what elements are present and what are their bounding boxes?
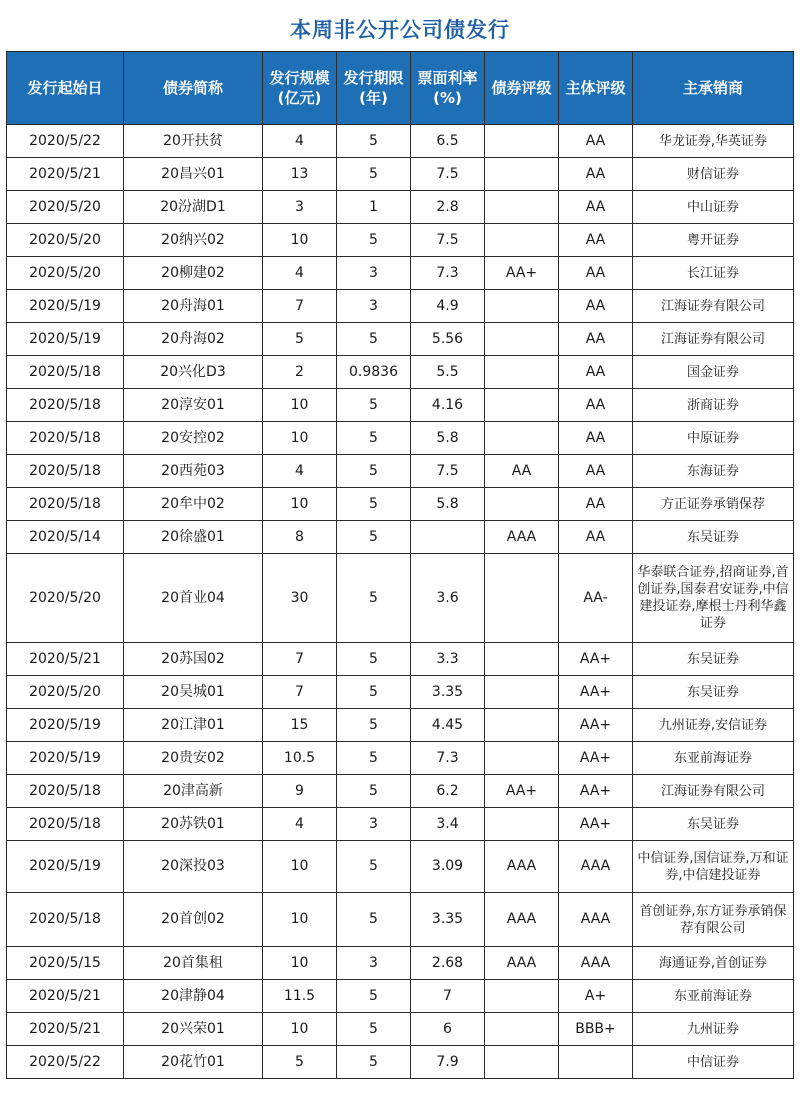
date-cell: 2020/5/22 bbox=[7, 1046, 124, 1079]
rate-cell bbox=[411, 521, 485, 554]
underwriter-cell: 江海证券有限公司 bbox=[633, 290, 794, 323]
column-header-rate: 票面利率(%) bbox=[411, 52, 485, 125]
name-cell: 20津高新 bbox=[124, 775, 263, 808]
table-row bbox=[7, 356, 794, 389]
term-cell: 3 bbox=[337, 808, 411, 841]
name-cell: 20柳建02 bbox=[124, 257, 263, 290]
table-row bbox=[7, 158, 794, 191]
term-cell: 5 bbox=[337, 676, 411, 709]
rate-cell: 6.2 bbox=[411, 775, 485, 808]
issuer-rating-cell: AA bbox=[559, 323, 633, 356]
column-header-underwriter: 主承销商 bbox=[633, 52, 794, 125]
size-cell: 5 bbox=[263, 1046, 337, 1079]
bond-rating-cell bbox=[485, 808, 559, 841]
rate-cell: 7.5 bbox=[411, 224, 485, 257]
issuer-rating-cell: AAA bbox=[559, 947, 633, 980]
rate-cell: 3.4 bbox=[411, 808, 485, 841]
table-row bbox=[7, 389, 794, 422]
name-cell: 20安控02 bbox=[124, 422, 263, 455]
term-cell: 3 bbox=[337, 257, 411, 290]
rate-cell: 7.5 bbox=[411, 158, 485, 191]
size-cell: 10 bbox=[263, 488, 337, 521]
bond-rating-cell: AAA bbox=[485, 947, 559, 980]
bond-rating-cell bbox=[485, 709, 559, 742]
date-cell: 2020/5/19 bbox=[7, 290, 124, 323]
name-cell: 20兴荣01 bbox=[124, 1013, 263, 1046]
date-cell: 2020/5/20 bbox=[7, 676, 124, 709]
name-cell: 20纳兴02 bbox=[124, 224, 263, 257]
issuer-rating-cell: A+ bbox=[559, 980, 633, 1013]
date-cell: 2020/5/21 bbox=[7, 158, 124, 191]
underwriter-cell: 财信证券 bbox=[633, 158, 794, 191]
column-header-name: 债券简称 bbox=[124, 52, 263, 125]
column-header-size: 发行规模(亿元) bbox=[263, 52, 337, 125]
underwriter-cell: 长江证券 bbox=[633, 257, 794, 290]
rate-cell: 7.3 bbox=[411, 257, 485, 290]
issuer-rating-cell: AAA bbox=[559, 893, 633, 947]
rate-cell: 6 bbox=[411, 1013, 485, 1046]
name-cell: 20兴化D3 bbox=[124, 356, 263, 389]
rate-cell: 7.9 bbox=[411, 1046, 485, 1079]
issuer-rating-cell: AAA bbox=[559, 841, 633, 893]
bond-rating-cell bbox=[485, 676, 559, 709]
bond-rating-cell bbox=[485, 323, 559, 356]
issuer-rating-cell: BBB+ bbox=[559, 1013, 633, 1046]
bond-rating-cell bbox=[485, 554, 559, 643]
term-cell: 5 bbox=[337, 224, 411, 257]
date-cell: 2020/5/14 bbox=[7, 521, 124, 554]
name-cell: 20吴城01 bbox=[124, 676, 263, 709]
bond-rating-cell bbox=[485, 191, 559, 224]
bond-rating-cell bbox=[485, 1046, 559, 1079]
issuer-rating-cell: AA bbox=[559, 389, 633, 422]
table-row bbox=[7, 808, 794, 841]
issuer-rating-cell: AA+ bbox=[559, 742, 633, 775]
issuer-rating-cell bbox=[559, 1046, 633, 1079]
issuer-rating-cell: AA+ bbox=[559, 709, 633, 742]
table-row bbox=[7, 1046, 794, 1079]
bond-rating-cell: AAA bbox=[485, 893, 559, 947]
underwriter-cell: 海通证券,首创证券 bbox=[633, 947, 794, 980]
term-cell: 5 bbox=[337, 742, 411, 775]
date-cell: 2020/5/19 bbox=[7, 709, 124, 742]
issuer-rating-cell: AA bbox=[559, 257, 633, 290]
column-header-term: 发行期限(年) bbox=[337, 52, 411, 125]
table-row bbox=[7, 1013, 794, 1046]
table-row bbox=[7, 257, 794, 290]
term-cell: 5 bbox=[337, 455, 411, 488]
name-cell: 20贵安02 bbox=[124, 742, 263, 775]
underwriter-cell: 九州证券,安信证券 bbox=[633, 709, 794, 742]
table-row bbox=[7, 709, 794, 742]
date-cell: 2020/5/21 bbox=[7, 1013, 124, 1046]
size-cell: 10 bbox=[263, 893, 337, 947]
name-cell: 20徐盛01 bbox=[124, 521, 263, 554]
size-cell: 9 bbox=[263, 775, 337, 808]
rate-cell: 5.56 bbox=[411, 323, 485, 356]
term-cell: 5 bbox=[337, 1046, 411, 1079]
name-cell: 20淳安01 bbox=[124, 389, 263, 422]
size-cell: 7 bbox=[263, 643, 337, 676]
issuer-rating-cell: AA bbox=[559, 158, 633, 191]
bond-rating-cell bbox=[485, 1013, 559, 1046]
size-cell: 10.5 bbox=[263, 742, 337, 775]
term-cell: 1 bbox=[337, 191, 411, 224]
name-cell: 20津静04 bbox=[124, 980, 263, 1013]
name-cell: 20首集租 bbox=[124, 947, 263, 980]
term-cell: 5 bbox=[337, 422, 411, 455]
date-cell: 2020/5/18 bbox=[7, 488, 124, 521]
bond-rating-cell: AAA bbox=[485, 521, 559, 554]
underwriter-cell: 东吴证券 bbox=[633, 808, 794, 841]
underwriter-cell: 东亚前海证券 bbox=[633, 980, 794, 1013]
rate-cell: 5.5 bbox=[411, 356, 485, 389]
date-cell: 2020/5/19 bbox=[7, 841, 124, 893]
bond-rating-cell bbox=[485, 125, 559, 158]
underwriter-cell: 中山证券 bbox=[633, 191, 794, 224]
underwriter-cell: 东吴证券 bbox=[633, 676, 794, 709]
table-row bbox=[7, 521, 794, 554]
date-cell: 2020/5/18 bbox=[7, 389, 124, 422]
term-cell: 5 bbox=[337, 554, 411, 643]
bond-rating-cell bbox=[485, 356, 559, 389]
bond-rating-cell bbox=[485, 980, 559, 1013]
term-cell: 5 bbox=[337, 980, 411, 1013]
issuer-rating-cell: AA bbox=[559, 488, 633, 521]
page-title: 本周非公开公司债发行 bbox=[290, 18, 510, 42]
size-cell: 2 bbox=[263, 356, 337, 389]
underwriter-cell: 中信证券 bbox=[633, 1046, 794, 1079]
rate-cell: 4.9 bbox=[411, 290, 485, 323]
size-cell: 10 bbox=[263, 1013, 337, 1046]
table-body bbox=[7, 125, 794, 1079]
size-cell: 5 bbox=[263, 323, 337, 356]
name-cell: 20苏国02 bbox=[124, 643, 263, 676]
size-cell: 4 bbox=[263, 125, 337, 158]
column-header-issuer-rating: 主体评级 bbox=[559, 52, 633, 125]
size-cell: 4 bbox=[263, 257, 337, 290]
underwriter-cell: 华泰联合证券,招商证券,首创证券,国泰君安证券,中信建投证券,摩根士丹利华鑫证券 bbox=[633, 554, 794, 643]
table-row bbox=[7, 125, 794, 158]
bond-rating-cell bbox=[485, 158, 559, 191]
bond-issuance-table bbox=[6, 51, 794, 1079]
date-cell: 2020/5/18 bbox=[7, 356, 124, 389]
underwriter-cell: 华龙证券,华英证券 bbox=[633, 125, 794, 158]
bond-rating-cell: AA+ bbox=[485, 775, 559, 808]
issuer-rating-cell: AA bbox=[559, 422, 633, 455]
rate-cell: 5.8 bbox=[411, 422, 485, 455]
rate-cell: 3.09 bbox=[411, 841, 485, 893]
bond-rating-cell bbox=[485, 290, 559, 323]
table-row bbox=[7, 488, 794, 521]
rate-cell: 2.68 bbox=[411, 947, 485, 980]
underwriter-cell: 中原证券 bbox=[633, 422, 794, 455]
table-row bbox=[7, 191, 794, 224]
name-cell: 20汾湖D1 bbox=[124, 191, 263, 224]
size-cell: 30 bbox=[263, 554, 337, 643]
date-cell: 2020/5/18 bbox=[7, 455, 124, 488]
underwriter-cell: 粤开证券 bbox=[633, 224, 794, 257]
size-cell: 11.5 bbox=[263, 980, 337, 1013]
rate-cell: 7.3 bbox=[411, 742, 485, 775]
term-cell: 5 bbox=[337, 389, 411, 422]
term-cell: 5 bbox=[337, 893, 411, 947]
bond-rating-cell bbox=[485, 422, 559, 455]
name-cell: 20江津01 bbox=[124, 709, 263, 742]
size-cell: 7 bbox=[263, 290, 337, 323]
date-cell: 2020/5/15 bbox=[7, 947, 124, 980]
name-cell: 20苏铁01 bbox=[124, 808, 263, 841]
table-row bbox=[7, 323, 794, 356]
rate-cell: 2.8 bbox=[411, 191, 485, 224]
size-cell: 15 bbox=[263, 709, 337, 742]
rate-cell: 7 bbox=[411, 980, 485, 1013]
issuer-rating-cell: AA bbox=[559, 125, 633, 158]
name-cell: 20昌兴01 bbox=[124, 158, 263, 191]
column-header-date: 发行起始日 bbox=[7, 52, 124, 125]
bond-rating-cell bbox=[485, 742, 559, 775]
underwriter-cell: 首创证券,东方证券承销保荐有限公司 bbox=[633, 893, 794, 947]
date-cell: 2020/5/18 bbox=[7, 808, 124, 841]
term-cell: 5 bbox=[337, 709, 411, 742]
date-cell: 2020/5/20 bbox=[7, 191, 124, 224]
size-cell: 10 bbox=[263, 224, 337, 257]
table-row bbox=[7, 643, 794, 676]
date-cell: 2020/5/20 bbox=[7, 554, 124, 643]
date-cell: 2020/5/19 bbox=[7, 742, 124, 775]
term-cell: 5 bbox=[337, 841, 411, 893]
rate-cell: 3.35 bbox=[411, 893, 485, 947]
column-header-bond-rating: 债券评级 bbox=[485, 52, 559, 125]
size-cell: 8 bbox=[263, 521, 337, 554]
table-row bbox=[7, 742, 794, 775]
table-row bbox=[7, 455, 794, 488]
name-cell: 20舟海01 bbox=[124, 290, 263, 323]
table-row bbox=[7, 775, 794, 808]
table-row bbox=[7, 841, 794, 893]
bond-rating-cell bbox=[485, 643, 559, 676]
size-cell: 10 bbox=[263, 841, 337, 893]
issuer-rating-cell: AA+ bbox=[559, 808, 633, 841]
name-cell: 20舟海02 bbox=[124, 323, 263, 356]
size-cell: 10 bbox=[263, 389, 337, 422]
rate-cell: 7.5 bbox=[411, 455, 485, 488]
rate-cell: 5.8 bbox=[411, 488, 485, 521]
issuer-rating-cell: AA bbox=[559, 356, 633, 389]
underwriter-cell: 中信证券,国信证券,万和证券,中信建投证券 bbox=[633, 841, 794, 893]
issuer-rating-cell: AA bbox=[559, 290, 633, 323]
name-cell: 20深投03 bbox=[124, 841, 263, 893]
term-cell: 5 bbox=[337, 158, 411, 191]
issuer-rating-cell: AA bbox=[559, 224, 633, 257]
underwriter-cell: 东吴证券 bbox=[633, 521, 794, 554]
rate-cell: 6.5 bbox=[411, 125, 485, 158]
underwriter-cell: 九州证券 bbox=[633, 1013, 794, 1046]
name-cell: 20开扶贫 bbox=[124, 125, 263, 158]
table-row bbox=[7, 676, 794, 709]
name-cell: 20西苑03 bbox=[124, 455, 263, 488]
underwriter-cell: 东海证券 bbox=[633, 455, 794, 488]
term-cell: 5 bbox=[337, 1013, 411, 1046]
date-cell: 2020/5/22 bbox=[7, 125, 124, 158]
bond-rating-cell bbox=[485, 224, 559, 257]
underwriter-cell: 方正证券承销保荐 bbox=[633, 488, 794, 521]
bond-rating-cell bbox=[485, 488, 559, 521]
term-cell: 0.9836 bbox=[337, 356, 411, 389]
name-cell: 20首业04 bbox=[124, 554, 263, 643]
table-row bbox=[7, 422, 794, 455]
name-cell: 20首创02 bbox=[124, 893, 263, 947]
term-cell: 5 bbox=[337, 125, 411, 158]
issuer-rating-cell: AA bbox=[559, 191, 633, 224]
underwriter-cell: 国金证券 bbox=[633, 356, 794, 389]
rate-cell: 4.45 bbox=[411, 709, 485, 742]
underwriter-cell: 浙商证券 bbox=[633, 389, 794, 422]
name-cell: 20牟中02 bbox=[124, 488, 263, 521]
table-row bbox=[7, 224, 794, 257]
term-cell: 3 bbox=[337, 290, 411, 323]
size-cell: 10 bbox=[263, 422, 337, 455]
bond-rating-cell bbox=[485, 389, 559, 422]
table-row bbox=[7, 290, 794, 323]
term-cell: 5 bbox=[337, 488, 411, 521]
table-row bbox=[7, 980, 794, 1013]
bond-rating-cell: AAA bbox=[485, 841, 559, 893]
date-cell: 2020/5/19 bbox=[7, 323, 124, 356]
underwriter-cell: 东亚前海证券 bbox=[633, 742, 794, 775]
underwriter-cell: 东吴证券 bbox=[633, 643, 794, 676]
date-cell: 2020/5/21 bbox=[7, 643, 124, 676]
table-row bbox=[7, 893, 794, 947]
table-row bbox=[7, 947, 794, 980]
size-cell: 4 bbox=[263, 455, 337, 488]
term-cell: 5 bbox=[337, 775, 411, 808]
size-cell: 13 bbox=[263, 158, 337, 191]
issuer-rating-cell: AA+ bbox=[559, 643, 633, 676]
underwriter-cell: 江海证券有限公司 bbox=[633, 775, 794, 808]
rate-cell: 3.6 bbox=[411, 554, 485, 643]
issuer-rating-cell: AA bbox=[559, 521, 633, 554]
issuer-rating-cell: AA+ bbox=[559, 775, 633, 808]
date-cell: 2020/5/18 bbox=[7, 893, 124, 947]
term-cell: 5 bbox=[337, 643, 411, 676]
rate-cell: 4.16 bbox=[411, 389, 485, 422]
issuer-rating-cell: AA bbox=[559, 455, 633, 488]
issuer-rating-cell: AA+ bbox=[559, 676, 633, 709]
table-header-row bbox=[7, 52, 794, 125]
rate-cell: 3.35 bbox=[411, 676, 485, 709]
size-cell: 10 bbox=[263, 947, 337, 980]
size-cell: 4 bbox=[263, 808, 337, 841]
rate-cell: 3.3 bbox=[411, 643, 485, 676]
date-cell: 2020/5/18 bbox=[7, 775, 124, 808]
term-cell: 5 bbox=[337, 323, 411, 356]
name-cell: 20花竹01 bbox=[124, 1046, 263, 1079]
issuer-rating-cell: AA- bbox=[559, 554, 633, 643]
bond-rating-cell: AA+ bbox=[485, 257, 559, 290]
term-cell: 3 bbox=[337, 947, 411, 980]
underwriter-cell: 江海证券有限公司 bbox=[633, 323, 794, 356]
term-cell: 5 bbox=[337, 521, 411, 554]
size-cell: 7 bbox=[263, 676, 337, 709]
date-cell: 2020/5/20 bbox=[7, 224, 124, 257]
size-cell: 3 bbox=[263, 191, 337, 224]
date-cell: 2020/5/18 bbox=[7, 422, 124, 455]
date-cell: 2020/5/20 bbox=[7, 257, 124, 290]
date-cell: 2020/5/21 bbox=[7, 980, 124, 1013]
bond-rating-cell: AA bbox=[485, 455, 559, 488]
table-row bbox=[7, 554, 794, 643]
